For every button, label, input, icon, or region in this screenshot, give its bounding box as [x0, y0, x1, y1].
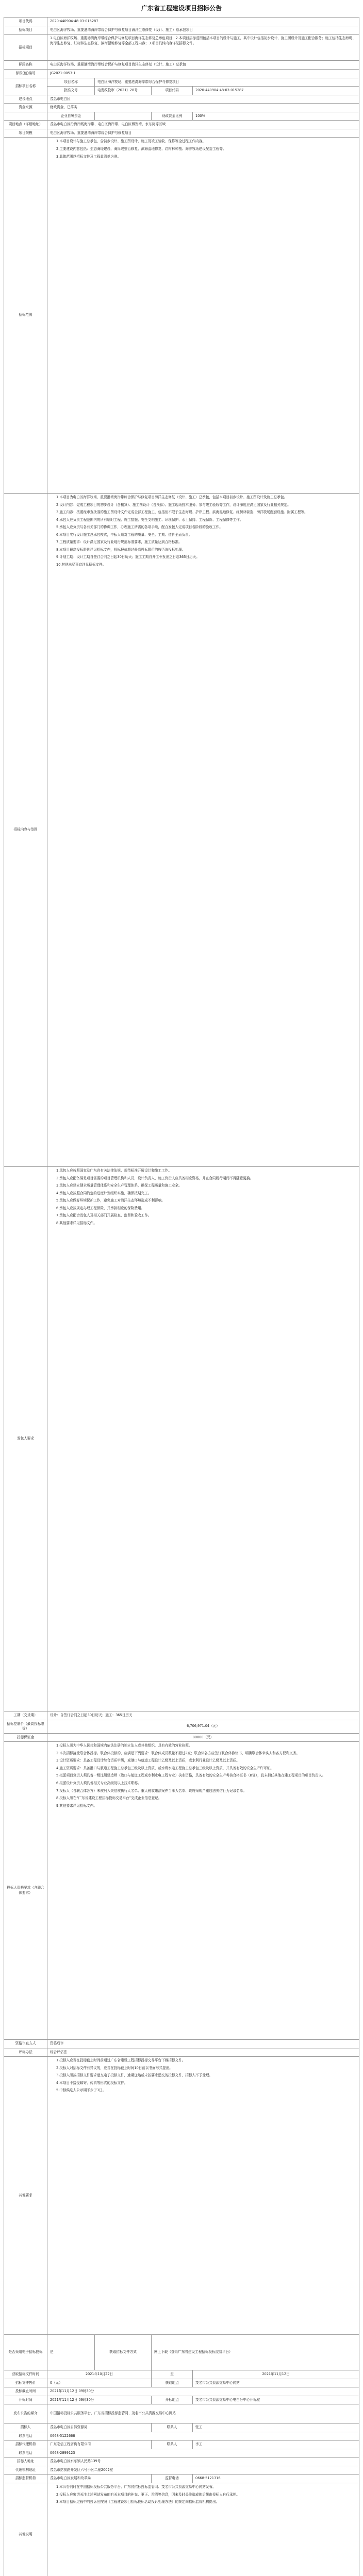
- bid-section-name-value: 电白区海洋牧场、重要港湾海岸带综合保护与修复项目海洋生态修复（设计、施工）总承包: [47, 61, 359, 70]
- open-place-label: 开标地点: [152, 2396, 193, 2404]
- row-construction-site: [4, 95, 359, 104]
- doc-get-label: 是否采用电子招标投标: [4, 2334, 47, 2370]
- qualification-line: 8.投标人须在“广东省建设工程招标投标交易平台”完成企业信息登记。: [56, 1796, 162, 1801]
- other-line: 3.投标人须按招标文件要求递交电子投标文件，逾期送达或未按要求递交的投标文件，招标人不予受理。: [56, 2073, 213, 2078]
- row-scale: [4, 129, 359, 138]
- approval-file-value: 电发改投审〔2021〕28号: [95, 87, 152, 95]
- max-price-value: 6,706,971.04（元）: [47, 1720, 359, 1733]
- project-code-value: 2020-440904-48-03-015287: [47, 18, 359, 26]
- notes-value: [47, 2483, 359, 2576]
- contract-line: 7.工程质量要求：设计满足国家及行业现行规范标准要求，施工质量达到合格标准。: [56, 540, 182, 545]
- supervision-phone-value: 0668-5121316: [193, 2475, 359, 2483]
- open-time-value: 2021年11月12日 09时30分: [47, 2396, 152, 2404]
- agency-phone-value: 0668-2899123: [47, 2449, 359, 2458]
- contract-line: 5.承包人应负责与各有关部门的协调工作，办理施工所需的各项手续，配合发包人完成项目各阶段的验收工作。: [56, 525, 223, 530]
- tenderer-value: 茂名市电白区自然资源局: [47, 2424, 152, 2432]
- agency-address-value: 茂名市站前路开发区六号小区二座2002室: [47, 2466, 359, 2475]
- row-bid-section-name: [4, 61, 359, 70]
- finance-ratio-label: 财政资金比例: [152, 112, 193, 121]
- doc-time-to: 至: [152, 2370, 193, 2379]
- contract-label: 招标内容与范围: [4, 494, 47, 1167]
- scale-value: 电白区海洋牧场、重要港湾海岸带综合保护与修复项目: [47, 129, 359, 138]
- qualification-value: [47, 1742, 359, 2040]
- qualification-line: 9.其他要求详见招标文件。: [56, 1803, 97, 1808]
- deadline-value: 2021年11月12日 09时30分: [47, 2387, 359, 2396]
- row-doc-fee: [4, 2379, 359, 2387]
- contract-line: 9.计划工期：设计工期自签订合同之日起30日历天；施工工期自开工令发出之日起365日历天。: [56, 555, 200, 560]
- other-value: [47, 2057, 359, 2335]
- qualification-line: 2.本次招标接受联合体投标。联合体投标的，应满足下列要求：联合体成员数量不超过2家；联合体各方应签订联合体协议书，明确联合体牵头人和各方权利义务。: [56, 1751, 300, 1755]
- notes-line: 1.本公告同时在中国招标投标公共服务平台、广东省招标投标监管网、茂名市公共资源交易中心网站发布。: [56, 2485, 216, 2489]
- project-code-label: 项目代码: [4, 18, 47, 26]
- row-bid-scope: [4, 138, 359, 494]
- qualification-line: 5.拟派项目负责人须具备一级注册建造师（港口与航道工程或水利水电工程专业）执业资格，具备有效的安全生产考核合格证书（B证），且未担任其他在建工程项目的项目负责人。: [56, 1773, 325, 1778]
- row-publish-media: [4, 2404, 359, 2424]
- row-open-time: [4, 2396, 359, 2404]
- bid-scope-value: [47, 138, 359, 494]
- bid-section-code-value: JG2021-0053-1: [47, 70, 359, 78]
- agency-address-label: 代理机构地址: [4, 2466, 47, 2475]
- enterprise-fund-value: [95, 112, 152, 121]
- row-period: [4, 1711, 359, 1720]
- funding-source-label: 资金来源: [4, 104, 47, 112]
- notes-line: 2.投标人应密切关注上述网站发布的有关本项目的补充、更正、澄清等信息，因未及时关注造成的后果由投标人自行承担。: [56, 2492, 240, 2497]
- row-notes: [4, 2483, 359, 2576]
- deadline-label: 投标截止时间: [4, 2387, 47, 2396]
- row-project-code: [4, 18, 359, 26]
- notes-label: 其他说明: [4, 2483, 47, 2576]
- notes-line: 3.本项目招标过程中的投诉应按照《工程建设项目招标投标活动投诉处理办法》的规定向招标监督机构提出。: [56, 2500, 220, 2504]
- supervise-label: 发包人要求: [4, 1167, 47, 1711]
- other-label: 其他要求: [4, 2057, 47, 2335]
- qualification-label: 投标人资格要求（含联合体要求）: [4, 1742, 47, 2040]
- row-doc-time: [4, 2370, 359, 2379]
- bid-bond-value: 80000（元）: [47, 1733, 359, 1742]
- bid-section-code-label: 标段(包)编号: [4, 70, 47, 78]
- open-time-label: 开标时间: [4, 2396, 47, 2404]
- funding-type-label: [4, 112, 47, 121]
- notice-page: [4, 0, 359, 2576]
- row-supervise: [4, 1167, 359, 1711]
- row-agency: [4, 2441, 359, 2449]
- qualification-line: 3.设计资质要求：具备工程设计综合资质甲级，或港口与航道工程设计乙级及以上资质，或水利行业设计乙级及以上资质。: [56, 1758, 240, 1763]
- contract-line: 4.承包人应负责工程范围内的所有临时工程、施工措施、安全文明施工、环境保护、水土保持、工程保险、工程保修等工作。: [56, 517, 243, 522]
- bid-scope-line: 1.本项目设计与施工总承包，含初步设计、施工图设计、施工及竣工验收、保修等全过程工作内容。: [56, 139, 206, 144]
- supervise-value: [47, 1167, 359, 1711]
- tenderer-contact-label: 联系人: [152, 2424, 193, 2432]
- row-bid-bond: [4, 1733, 359, 1742]
- bid-scope-line: 2.主要建设内容包括：生态海堤建设、海岸线整治修复、滨海湿地修复、红树林种植、海洋牧场建设配套工程等。: [56, 146, 226, 151]
- contract-line: 8.本项目最高投标限价详见招标文件，投标报价超过最高投标限价的按否决投标处理。: [56, 547, 186, 552]
- eval-label: 评标办法: [4, 2048, 47, 2057]
- agency-value: 广东宏信工程咨询有限公司: [47, 2441, 152, 2449]
- row-eval: [4, 2048, 359, 2057]
- qualification-line: 4.施工资质要求：具备港口与航道工程施工总承包三级及以上资质，或水利水电工程施工总承包三级及以上资质，并具备有效的安全生产许可证。: [56, 1766, 274, 1770]
- max-price-label: 招标控制价（最高投标限价）: [4, 1720, 47, 1733]
- finance-ratio-value: 100%: [193, 112, 359, 121]
- row-qualification: [4, 1742, 359, 2040]
- row-funding-source: [4, 104, 359, 112]
- row-contract: [4, 494, 359, 1167]
- funding-source-value: 财政资金，已落实: [47, 104, 359, 112]
- supervision-phone-label: 监督电话: [152, 2475, 193, 2483]
- approval-name-label: 项目名称: [47, 78, 95, 87]
- tenderer-contact-value: 张工: [193, 2424, 359, 2432]
- supervise-line: 4.承包人应按照合同约定的进度计划组织实施，确保按期完工。: [56, 1191, 152, 1195]
- agency-contact-label: 联系人: [152, 2441, 193, 2449]
- eval-value: 综合评估法: [47, 2048, 359, 2057]
- row-bid-section-code: [4, 70, 359, 78]
- row-other: [4, 2057, 359, 2335]
- approval-file-label: 批准文号: [47, 87, 95, 95]
- supervise-line: 5.承包人应做好环境保护工作，避免施工对海洋生态环境造成不利影响。: [56, 1198, 165, 1203]
- row-max-price: [4, 1720, 359, 1733]
- contract-line: 2.设计内容：完成工程项目的初步设计（含概算）、施工图设计（含预算）、施工现场技术服务、参与竣工验收等工作，设计深度应满足国家及行业相关规定。: [56, 502, 291, 507]
- supervise-line: 8.其他要求详见招标文件。: [56, 1221, 97, 1225]
- doc-time-label: 获取招标文件时间: [4, 2370, 47, 2379]
- construction-site-label: 建设地点: [4, 95, 47, 104]
- period-label: 工期（交货期）: [4, 1711, 47, 1720]
- approval-name-value: 电白区海洋牧场、重要港湾海岸带综合保护与修复项目: [95, 78, 359, 87]
- supervision-value: 茂名市电白区发展和改革局: [47, 2475, 152, 2483]
- qualification-line: 6.拟派设计负责人须具备相关专业高级及以上技术职称。: [56, 1781, 141, 1785]
- contract-line: 3.施工内容：按照经审查批准的施工图设计文件完成全部工程施工，包括但不限于生态海堤、护岸工程、滨海湿地修复、红树林营造、海洋牧场配套设施、附属工程等。: [56, 510, 308, 515]
- doc-place-label: 获取地点: [152, 2379, 193, 2387]
- address-label: 招标人地址: [4, 2458, 47, 2466]
- project-content-label: 招标项目: [4, 35, 47, 61]
- row-address: [4, 2458, 359, 2466]
- bid-bond-label: 投标保证金: [4, 1733, 47, 1742]
- doc-fee-value: 0（元）: [47, 2379, 152, 2387]
- scale-label: 项目规模: [4, 129, 47, 138]
- row-project-approval-2: [4, 87, 359, 95]
- contract-value: [47, 494, 359, 1167]
- row-tenderer: [4, 2424, 359, 2432]
- row-project-content: [4, 35, 359, 61]
- address-value: 茂名市电白区水东镇人民路139号: [47, 2458, 359, 2466]
- contract-line: 1.本项目为电白区海洋牧场、重要港湾海岸带综合保护与修复项目海洋生态修复（设计、施工）总承包，包括本项目初步设计、施工图设计及施工总承包。: [56, 495, 288, 500]
- notice-table: [4, 17, 359, 2576]
- qualification-line: 1.投标人须为中华人民共和国境内依法注册的独立法人或其他组织，具有有效的营业执照。: [56, 1743, 192, 1748]
- row-funding-type: [4, 112, 359, 121]
- row-supervision: [4, 2475, 359, 2483]
- doc-method-label: 获取招标文件方式: [95, 2334, 152, 2370]
- project-content-value: 1.电白区海洋牧场、重要港湾海岸带综合保护与修复项目海洋生态修复总承包项目；2.本项目招标范围包括本项目的设计与施工，其中设计包括初步设计、施工图设计及施工配合服务；施工包括生态海堤、海岸生态修复、红树林生态修复、滨海湿地修复等全部工程内容；3.项目具体内容详见招标文件。: [47, 35, 359, 61]
- row-doc-get: [4, 2334, 359, 2370]
- location-detail-label: 项目地点（详细地址）: [4, 121, 47, 129]
- tenderer-label: 招标人: [4, 2424, 47, 2432]
- approval-code-value: 2020-440904-48-03-015287: [193, 87, 359, 95]
- supervise-line: 3.承包人应建立健全质量管理体系和安全生产管理体系，确保工程质量和施工安全。: [56, 1183, 182, 1188]
- supervise-line: 7.承包人应配合发包人及相关部门开展检查、监督和验收工作。: [56, 1213, 152, 1218]
- supervise-line: 1.承包人应按照国家及广东省有关法律法规、规范标准开展设计和施工工作。: [56, 1168, 172, 1173]
- supervision-label: 招标监督机构: [4, 2475, 47, 2483]
- doc-get-value: 是: [47, 2334, 95, 2370]
- approval-code-label: 项目代码: [152, 87, 193, 95]
- tenderer-phone-value: 0668-5122668: [47, 2432, 359, 2441]
- page-title: 广东省工程建设项目招标公告: [141, 5, 222, 12]
- doc-method-value: 网上下载（登录广东省建设工程招标投标交易平台）: [152, 2334, 359, 2370]
- contract-line: 6.本项目实行设计施工总承包模式，中标人须对工程的质量、安全、工期、造价全面负责。: [56, 532, 192, 537]
- doc-time-start: 2021年10月22日: [47, 2370, 152, 2379]
- qualification-line: 7.投标人（含联合体各方）未被列入失信被执行人名单、重大税收违法案件当事人名单、政府采购严重违法失信行为记录名单。: [56, 1788, 246, 1793]
- open-place-value: 茂名市公共资源交易中心电白分中心开标室: [193, 2396, 359, 2404]
- row-agency-phone: [4, 2449, 359, 2458]
- bid-scope-label: 招标范围: [4, 138, 47, 494]
- other-line: 2.投标人对招标文件有异议的，应当在投标截止时间10日前以书面形式提出。: [56, 2065, 173, 2070]
- other-line: 5.中标候选人公示期不少于3日。: [56, 2088, 106, 2093]
- contract-line: 10.其他未尽事宜详见招标文件。: [56, 562, 106, 567]
- row-location-detail: [4, 121, 359, 129]
- agency-contact-value: 李工: [193, 2441, 359, 2449]
- tenderer-phone-label: 联系电话: [4, 2432, 47, 2441]
- row-review: [4, 2040, 359, 2048]
- row-deadline: [4, 2387, 359, 2396]
- other-line: 4.本项目不接受邮寄、传真等形式的投标文件。: [56, 2080, 128, 2085]
- period-value: 设计：自签订合同之日起30日历天；施工：365日历天: [47, 1711, 359, 1720]
- doc-place-value: 茂名市公共资源交易中心网站: [193, 2379, 359, 2387]
- other-line: 1.投标人应当在投标截止时间前通过广东省建设工程招标投标交易平台下载招标文件。: [56, 2058, 186, 2063]
- doc-fee-label: 招标文件售价: [4, 2379, 47, 2387]
- project-name-label: 招标项目: [4, 26, 47, 35]
- publish-media-value: 中国招标投标公共服务平台、广东省招标投标监管网、茂名市公共资源交易中心网站: [47, 2404, 359, 2424]
- doc-time-end: 2021年11月12日: [193, 2370, 359, 2379]
- row-project-approval: [4, 78, 359, 87]
- review-label: 资格审查方式: [4, 2040, 47, 2048]
- project-name-value: 电白区海洋牧场、重要港湾海岸带综合保护与修复项目海洋生态修复（设计、施工）总承包项目: [47, 26, 359, 35]
- agency-phone-label: 联系电话: [4, 2449, 47, 2458]
- construction-site-value: 茂名市电白区: [47, 95, 359, 104]
- bid-scope-line: 3.具体范围以招标文件及工程量清单为准。: [56, 154, 121, 159]
- row-tenderer-phone: [4, 2432, 359, 2441]
- review-value: 资格后审: [47, 2040, 359, 2048]
- location-detail-value: 茂名市电白区沿海岸线海岸带、电白区海岸带、电白区博贺湾、水东湾等区域: [47, 121, 359, 129]
- enterprise-fund-label: 企业自筹资金: [47, 112, 95, 121]
- agency-label: 招标代理机构: [4, 2441, 47, 2449]
- supervise-line: 2.承包人应配备满足项目需要的项目管理机构和人员，设计负责人、施工负责人应具备相应资格，并在合同履行期间不得随意更换。: [56, 1176, 254, 1180]
- project-approval-label: 招标项目名称: [4, 78, 47, 95]
- row-agency-address: [4, 2466, 359, 2475]
- publish-media-label: 发布公告的媒介: [4, 2404, 47, 2424]
- bid-section-name-label: 标段名称: [4, 61, 47, 70]
- row-project-name: [4, 26, 359, 35]
- supervise-line: 6.承包人应按规定办理工程保险，并承担相应的保险费用。: [56, 1206, 145, 1210]
